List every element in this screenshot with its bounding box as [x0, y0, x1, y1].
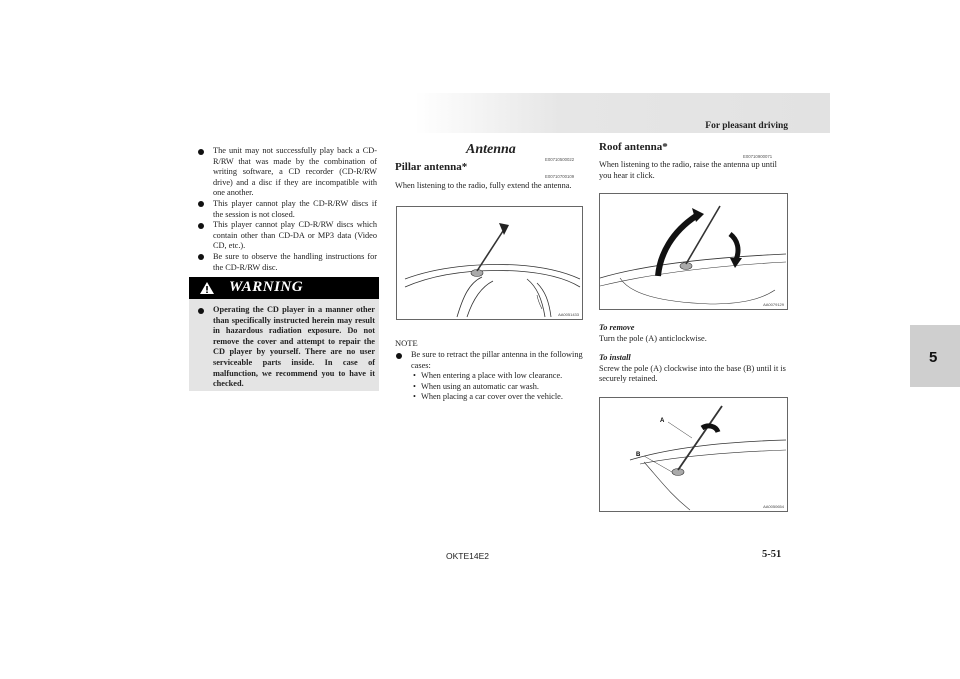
- chapter-tab: [910, 325, 960, 387]
- antenna-code: E00710500022: [545, 157, 575, 162]
- warning-title: WARNING: [229, 279, 304, 295]
- label-a: A: [660, 418, 665, 424]
- warning-body: [197, 305, 375, 390]
- chapter-number: 5: [929, 349, 938, 366]
- section-title: For pleasant driving: [705, 121, 788, 131]
- roof-antenna-text: When listening to the radio, raise the antenna up until you hear it click.: [599, 160, 777, 180]
- bullet-item: This player cannot play the CD-R/RW discs if the session is not closed.: [197, 199, 377, 220]
- bullet-item: This player cannot play CD-R/RW discs which contain other than CD-DA or MP3 data (Video CD, etc.).: [197, 220, 377, 252]
- note-block: [395, 350, 585, 403]
- install-figure: [599, 397, 788, 512]
- install-text: Screw the pole (A) clockwise into the base (B) until it is securely retained.: [599, 363, 786, 384]
- install-section: [599, 353, 789, 385]
- pillar-antenna-illustration: [397, 207, 582, 319]
- remove-heading: To remove: [599, 323, 635, 332]
- roof-antenna-illustration: [600, 194, 787, 309]
- antenna-heading: Antenna: [466, 142, 516, 157]
- page-number: 5-51: [762, 549, 782, 560]
- roof-antenna-heading: Roof antenna*: [599, 141, 668, 153]
- note-label: NOTE: [395, 338, 418, 348]
- pillar-antenna-code: E00710700109: [545, 174, 575, 179]
- warning-triangle-icon: [199, 281, 215, 295]
- left-bullet-list: [197, 146, 377, 273]
- warning-header: [189, 277, 379, 299]
- note-bullet: Be sure to retract the pillar antenna in the following cases:: [395, 350, 585, 371]
- roof-antenna-figure: [599, 193, 788, 310]
- pillar-antenna-text: When listening to the radio, fully extend the antenna.: [395, 181, 572, 190]
- install-heading: To install: [599, 353, 631, 362]
- figure-id: AA0051433: [558, 312, 579, 317]
- remove-section: [599, 323, 789, 344]
- note-item: • When using an automatic car wash.: [395, 382, 585, 393]
- warning-text: Operating the CD player in a manner other than specifically instructed herein may result in hazardous radiation exposure. Do not remove the cover and attempt to repair the CD player by yourself. There are no user serviceable parts inside. In case of malfunction, we recommend you to have it checked.: [197, 305, 375, 390]
- remove-text: Turn the pole (A) anticlockwise.: [599, 333, 707, 343]
- bullet-item: The unit may not successfully play back a CD-R/RW that was made by the combination of writing software, a CD recorder (CD-R/RW drive) and a disc if they are incompatible with one another.: [197, 146, 377, 199]
- figure-id: AA0050654: [763, 504, 784, 509]
- install-illustration: [600, 398, 787, 511]
- note-item: • When placing a car cover over the vehicle.: [395, 392, 585, 403]
- roof-antenna-code: E00710900071: [743, 154, 773, 159]
- label-b: B: [636, 452, 641, 458]
- pillar-antenna-heading: Pillar antenna*: [395, 161, 468, 173]
- doc-code: OKTE14E2: [446, 551, 489, 561]
- figure-id: AA0079129: [763, 302, 784, 307]
- pillar-antenna-figure: [396, 206, 583, 320]
- bullet-item: Be sure to observe the handling instructions for the CD-R/RW disc.: [197, 252, 377, 273]
- note-item: • When entering a place with low clearance.: [395, 371, 585, 382]
